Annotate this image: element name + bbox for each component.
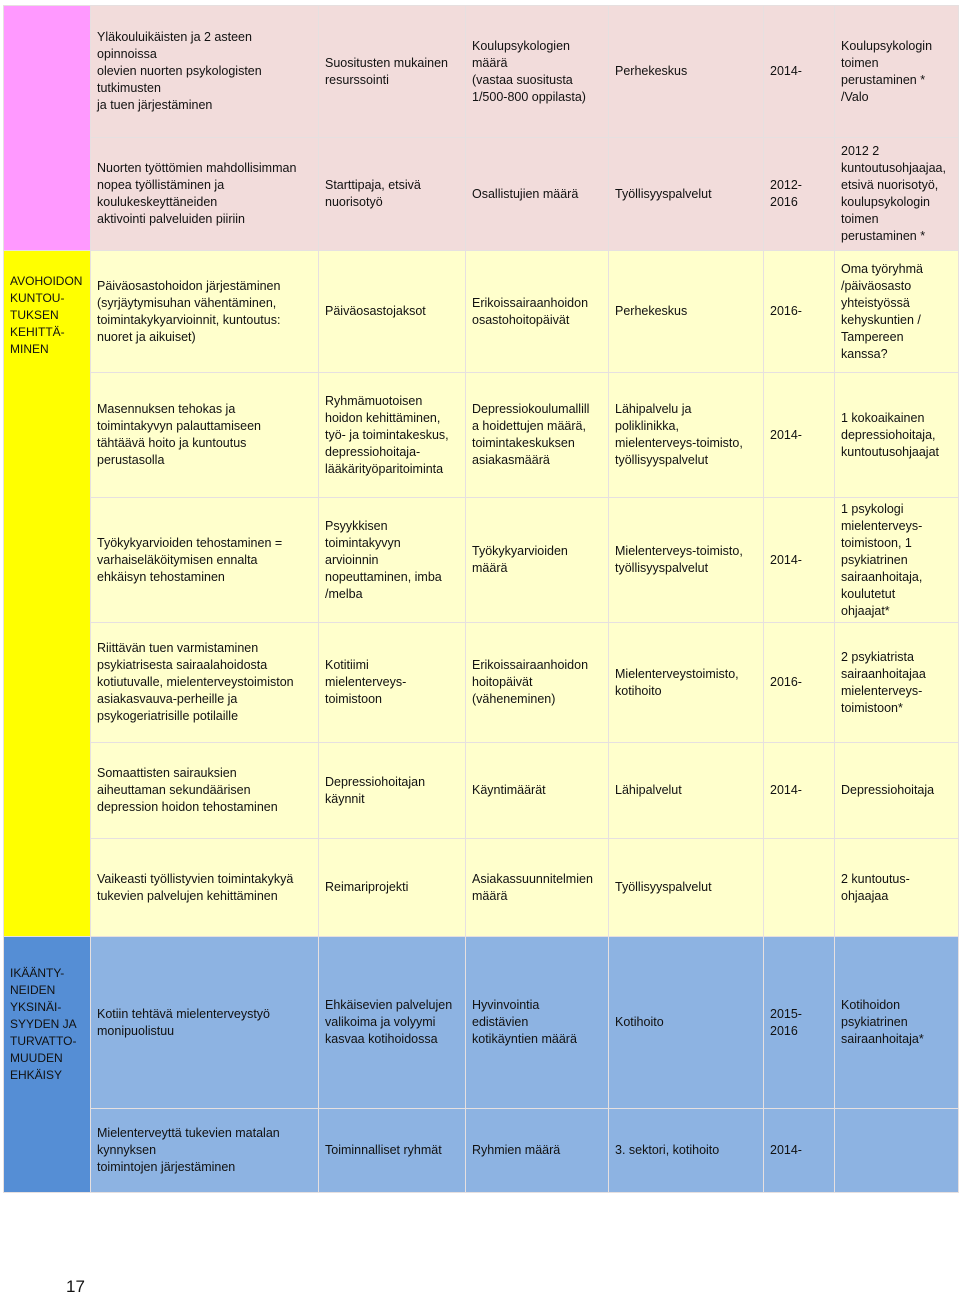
resource-cell: Kotihoidon psykiatrinen sairaanhoitaja*	[835, 937, 959, 1109]
schedule-cell: 2014-	[764, 743, 835, 839]
indicator-cell: Erikoissairaanhoidon hoitopäivät (väheneminen)	[466, 623, 609, 743]
section-cell	[4, 6, 91, 251]
resource-cell: 2012 2 kuntoutusohjaajaa, etsivä nuorisotyö, koulupsykologin toimen perustaminen *	[835, 138, 959, 251]
resource-cell: Koulupsykologin toimen perustaminen * /Valo	[835, 6, 959, 138]
page-number: 17	[66, 1277, 85, 1296]
measure-cell: Psyykkisen toimintakyvyn arvioinnin nopeuttaminen, imba /melba	[319, 498, 466, 623]
goal-cell: Nuorten työttömien mahdollisimman nopea työllistäminen ja koulukeskeyttäneiden aktivointi palveluiden piiriin	[91, 138, 319, 251]
goal-cell: Somaattisten sairauksien aiheuttaman sekundäärisen depression hoidon tehostaminen	[91, 743, 319, 839]
measure-cell: Toiminnalliset ryhmät	[319, 1109, 466, 1193]
responsible-cell: Työllisyyspalvelut	[609, 138, 764, 251]
measure-cell: Ryhmämuotoisen hoidon kehittäminen, työ- ja toimintakeskus, depressiohoitaja- lääkärityöparitoiminta	[319, 373, 466, 498]
resource-cell	[835, 1109, 959, 1193]
responsible-cell: Kotihoito	[609, 937, 764, 1109]
measure-cell: Päiväosastojaksot	[319, 251, 466, 373]
measure-cell: Ehkäisevien palvelujen valikoima ja volyymi kasvaa kotihoidossa	[319, 937, 466, 1109]
resource-cell: 1 psykologi mielenterveys- toimistoon, 1 psykiatrinen sairaanhoitaja, koulutetut ohjaajat*	[835, 498, 959, 623]
indicator-cell: Asiakassuunnitelmien määrä	[466, 839, 609, 937]
responsible-cell: Perhekeskus	[609, 251, 764, 373]
resource-cell: Oma työryhmä /päiväosasto yhteistyössä kehyskuntien / Tampereen kanssa?	[835, 251, 959, 373]
responsible-cell: Mielenterveys-toimisto, työllisyyspalvelut	[609, 498, 764, 623]
indicator-cell: Ryhmien määrä	[466, 1109, 609, 1193]
table-row	[4, 743, 959, 839]
table-row	[4, 623, 959, 743]
table-row	[4, 373, 959, 498]
schedule-cell: 2014-	[764, 373, 835, 498]
indicator-cell: Käyntimäärät	[466, 743, 609, 839]
responsible-cell: Lähipalvelu ja poliklinikka, mielenterveys-toimisto, työllisyyspalvelut	[609, 373, 764, 498]
schedule-cell: 2014-	[764, 498, 835, 623]
resource-cell: Depressiohoitaja	[835, 743, 959, 839]
schedule-cell: 2014-	[764, 6, 835, 138]
table-row	[4, 498, 959, 623]
schedule-cell: 2012- 2016	[764, 138, 835, 251]
measure-cell: Depressiohoitajan käynnit	[319, 743, 466, 839]
indicator-cell: Erikoissairaanhoidon osastohoitopäivät	[466, 251, 609, 373]
schedule-cell: 2016-	[764, 251, 835, 373]
indicator-cell: Työkykyarvioiden määrä	[466, 498, 609, 623]
indicator-cell: Koulupsykologien määrä (vastaa suositusta 1/500-800 oppilasta)	[466, 6, 609, 138]
responsible-cell: 3. sektori, kotihoito	[609, 1109, 764, 1193]
measure-cell: Suositusten mukainen resurssointi	[319, 6, 466, 138]
measure-cell: Starttipaja, etsivä nuorisotyö	[319, 138, 466, 251]
responsible-cell: Lähipalvelut	[609, 743, 764, 839]
responsible-cell: Mielenterveystoimisto, kotihoito	[609, 623, 764, 743]
schedule-cell: 2014-	[764, 1109, 835, 1193]
resource-cell: 2 kuntoutus- ohjaajaa	[835, 839, 959, 937]
table-row	[4, 1109, 959, 1193]
goal-cell: Masennuksen tehokas ja toimintakyvyn palauttamiseen tähtäävä hoito ja kuntoutus perustasolla	[91, 373, 319, 498]
measure-cell: Reimariprojekti	[319, 839, 466, 937]
goal-cell: Päiväosastohoidon järjestäminen (syrjäytymisuhan vähentäminen, toimintakykyarvioinnit, kuntoutus: nuoret ja aikuiset)	[91, 251, 319, 373]
goal-cell: Vaikeasti työllistyvien toimintakykyä tukevien palvelujen kehittäminen	[91, 839, 319, 937]
action-plan-table	[3, 5, 959, 1193]
responsible-cell: Perhekeskus	[609, 6, 764, 138]
goal-cell: Riittävän tuen varmistaminen psykiatrisesta sairaalahoidosta kotiutuvalle, mielenterveystoimiston asiakasvauva-perheille ja psykogeriatrisille potilaille	[91, 623, 319, 743]
responsible-cell: Työllisyyspalvelut	[609, 839, 764, 937]
table-row	[4, 138, 959, 251]
section-label: AVOHOIDON KUNTOU- TUKSEN KEHITTÄ- MINEN	[4, 251, 91, 937]
resource-cell: 2 psykiatrista sairaanhoitajaa mielenterveys- toimistoon*	[835, 623, 959, 743]
indicator-cell: Osallistujien määrä	[466, 138, 609, 251]
table-row	[4, 6, 959, 138]
goal-cell: Yläkouluikäisten ja 2 asteen opinnoissa olevien nuorten psykologisten tutkimusten ja tuen järjestäminen	[91, 6, 319, 138]
table-row	[4, 839, 959, 937]
table-row	[4, 937, 959, 1109]
schedule-cell: 2016-	[764, 623, 835, 743]
indicator-cell: Hyvinvointia edistävien kotikäyntien määrä	[466, 937, 609, 1109]
table-row	[4, 251, 959, 373]
schedule-cell	[764, 839, 835, 937]
schedule-cell: 2015- 2016	[764, 937, 835, 1109]
section-label: IKÄÄNTY- NEIDEN YKSINÄI- SYYDEN JA TURVATTO- MUUDEN EHKÄISY	[4, 937, 91, 1193]
measure-cell: Kotitiimi mielenterveys- toimistoon	[319, 623, 466, 743]
resource-cell: 1 kokoaikainen depressiohoitaja, kuntoutusohjaajat	[835, 373, 959, 498]
indicator-cell: Depressiokoulumallill a hoidettujen määrä, toimintakeskuksen asiakasmäärä	[466, 373, 609, 498]
goal-cell: Työkykyarvioiden tehostaminen = varhaiseläköitymisen ennalta ehkäisyn tehostaminen	[91, 498, 319, 623]
goal-cell: Kotiin tehtävä mielenterveystyö monipuolistuu	[91, 937, 319, 1109]
goal-cell: Mielenterveyttä tukevien matalan kynnyksen toimintojen järjestäminen	[91, 1109, 319, 1193]
